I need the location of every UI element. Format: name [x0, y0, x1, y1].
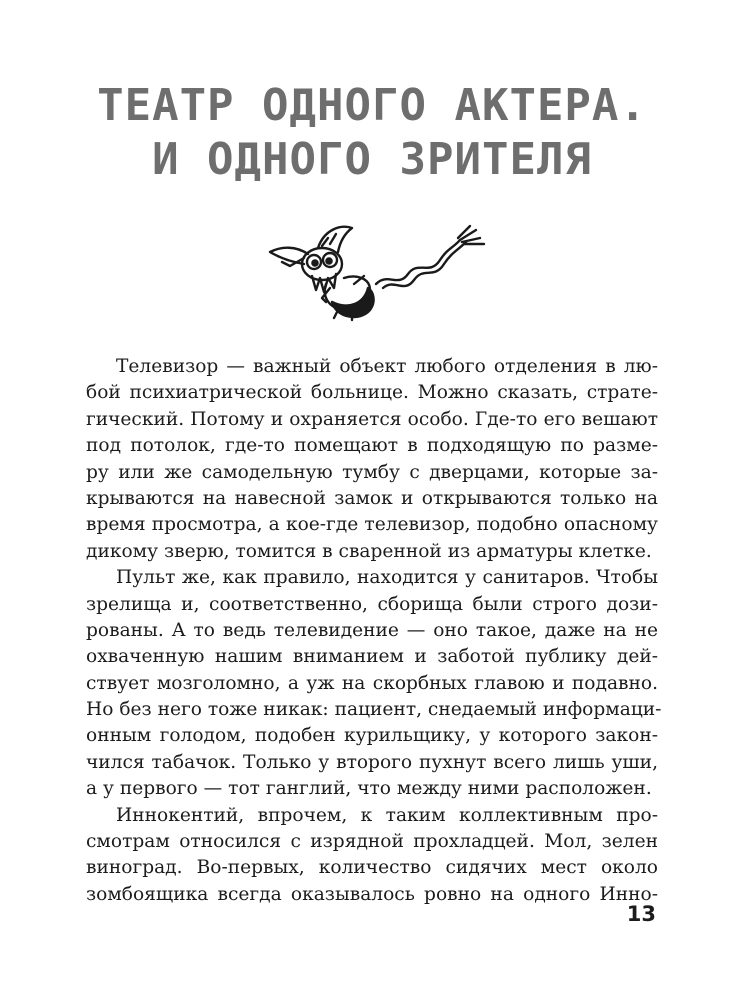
- chapter-title-line-2: И ОДНОГО ЗРИТЕЛЯ: [152, 134, 592, 185]
- text-line: охваченную нашим вниманием и заботой публику дей-: [86, 646, 658, 668]
- text-line: крываются на навесной замок и открываются только на: [86, 487, 658, 509]
- text-line: бой психиатрической больнице. Можно сказать, страте-: [86, 382, 658, 404]
- text-line: смотрам относился с изрядной прохладцей. Мол, зелен: [86, 831, 658, 853]
- text-line: онным голодом, подобен курильщику, у которого закон-: [86, 725, 658, 747]
- text-line: чился табачок. Только у второго пухнут всего лишь уши,: [86, 751, 658, 773]
- text-line: а у первого — тот ганглий, что между ними расположен.: [86, 778, 652, 800]
- text-line: под потолок, где-то помещают в подходящую по разме-: [86, 435, 658, 457]
- text-line: Телевизор — важный объект любого отделения в лю-: [116, 356, 658, 377]
- text-line: зомбоящика всегда оказывалось ровно на одного Инно-: [86, 883, 658, 905]
- text-line: Иннокентий, впрочем, к таким коллективным про-: [116, 804, 658, 826]
- text-line: Но без него тоже никак: пациент, снедаемый информаци-: [86, 699, 662, 721]
- body-text: [86, 354, 662, 908]
- text-line: гический. Потому и охраняется особо. Где-то его вешают: [86, 408, 658, 430]
- chapter-title-line-1: ТЕАТР ОДНОГО АКТЕРА.: [97, 80, 647, 131]
- text-line: Пульт же, как правило, находится у санитаров. Чтобы: [116, 567, 658, 589]
- text-line: время просмотра, а кое-где телевизор, подобно опасному: [86, 514, 658, 536]
- text-line: зрелища и, соответственно, сборища были строго дози-: [86, 593, 658, 615]
- goat-creature-illustration-icon: [248, 218, 488, 336]
- text-line: ствует мозголомно, а уж на скорбных главою и подавно.: [86, 672, 658, 694]
- text-line: рованы. А то ведь телевидение — оно такое, даже на не: [86, 619, 658, 641]
- page-number: 13: [626, 902, 656, 926]
- text-line: дикому зверю, томится в сваренной из арматуры клетке.: [86, 540, 652, 562]
- text-line: ру или же самодельную тумбу с дверцами, которые за-: [86, 461, 658, 483]
- text-line: виноград. Во-первых, количество сидячих мест около: [86, 857, 658, 879]
